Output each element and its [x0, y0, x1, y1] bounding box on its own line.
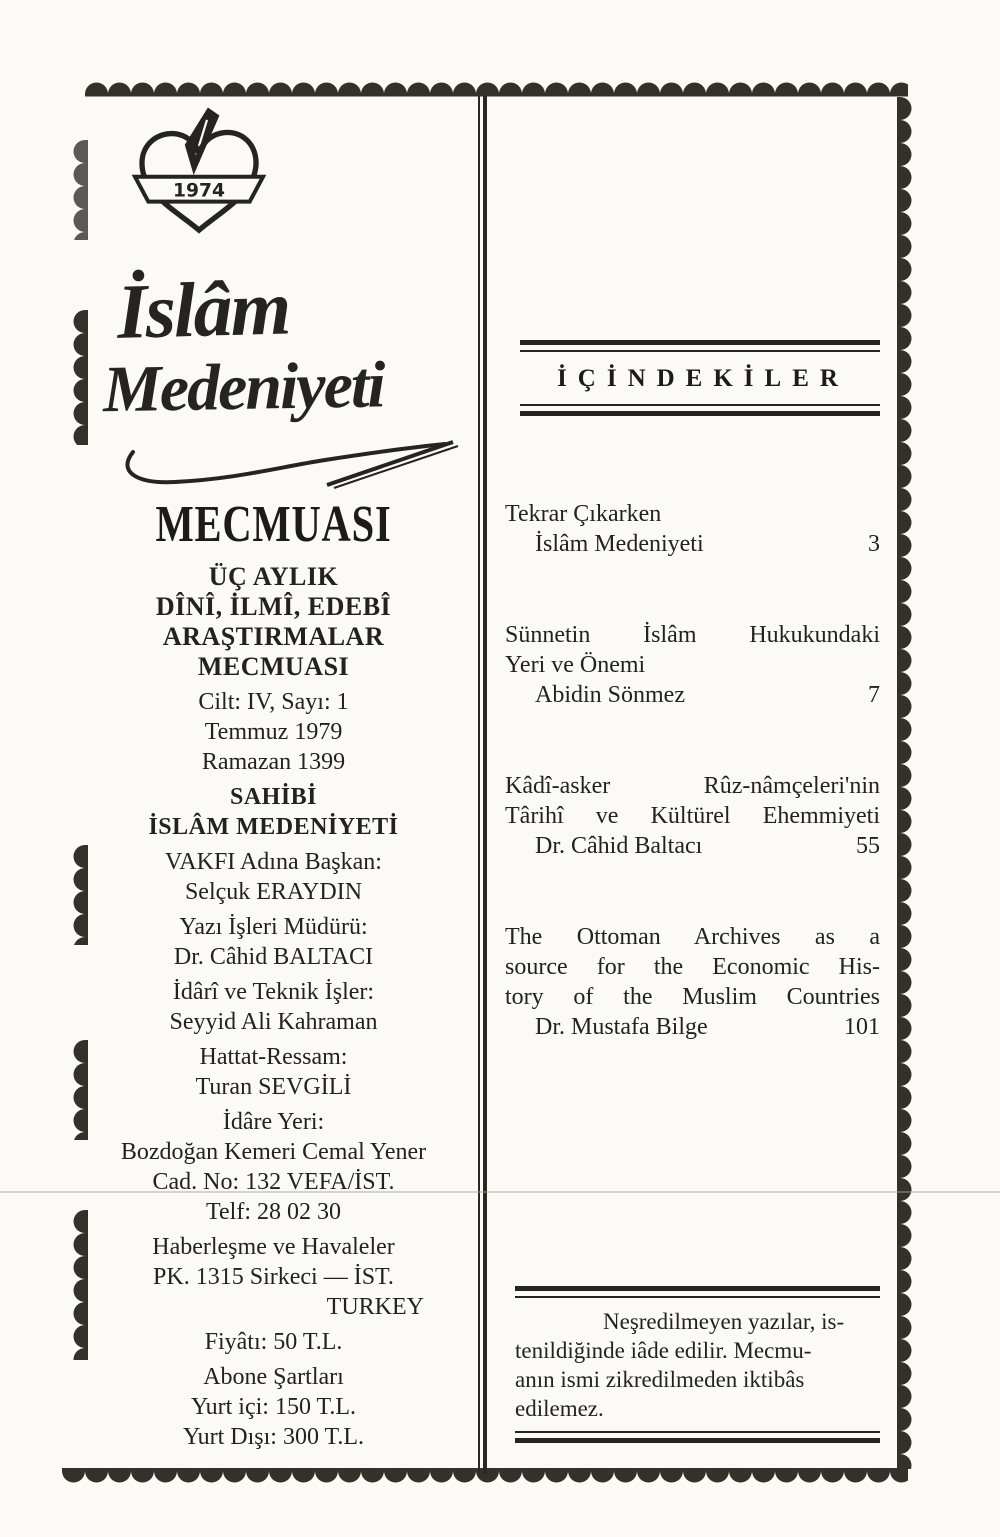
editorial-note-line: tenildiğinde iâde edilir. Mecmu- [515, 1338, 812, 1363]
toc-entry-author: Abidin Sönmez [535, 682, 685, 708]
script-title-line2: Medeniyeti [102, 348, 385, 427]
publication-info [85, 562, 462, 1452]
masthead-line-price: Fiyâtı: 50 T.L. [204, 1329, 343, 1355]
toc-entry-subtitle: İslâm Medeniyeti [535, 531, 704, 557]
masthead-line: MECMUASI [197, 652, 350, 681]
toc-page-number: 3 [868, 531, 880, 557]
top-scallop-border [85, 71, 908, 97]
toc-entry-title: tory of the Muslim Countries [505, 984, 880, 1010]
toc-entry-author: Dr. Câhid Baltacı [535, 833, 703, 859]
toc-page-number: 55 [856, 833, 880, 859]
toc-entry-title: The Ottoman Archives as a [505, 924, 880, 950]
toc-item [505, 499, 880, 559]
editorial-note-box [515, 1286, 880, 1443]
masthead-line-hijri-date: Ramazan 1399 [201, 749, 346, 775]
editorial-note-line: Neşredilmeyen yazılar, is- [603, 1309, 845, 1334]
masthead-line-volume-issue: Cilt: IV, Sayı: 1 [198, 689, 349, 715]
masthead-line-address1: Bozdoğan Kemeri Cemal Yener [120, 1139, 427, 1165]
masthead-line-owner-label: SAHİBİ [229, 784, 318, 810]
right-scallop-border [897, 97, 923, 1469]
editorial-note-line: anın ismi zikredilmeden iktibâs [515, 1367, 805, 1392]
masthead-line: ARAŞTIRMALAR [162, 622, 385, 651]
masthead-line: DÎNÎ, İLMÎ, EDEBÎ [155, 592, 392, 621]
masthead-line: ÜÇ AYLIK [208, 562, 339, 591]
toc-entry-title: Kâdî-asker Rûz-nâmçeleri'nin [505, 773, 880, 799]
editorial-note [515, 1298, 880, 1431]
masthead-line-foreign-price: Yurt Dışı: 300 T.L. [182, 1424, 365, 1450]
rule [515, 1286, 880, 1291]
script-title-line1: İslâm [115, 263, 291, 355]
toc-page-number: 7 [868, 682, 880, 708]
masthead-line-correspondence: Haberleşme ve Havaleler [152, 1234, 395, 1260]
toc-entry-title: Târihî ve Kültürel Ehemmiyeti [505, 803, 880, 829]
rule [520, 411, 880, 416]
masthead-line-address2: Cad. No: 132 VEFA/İST. [152, 1169, 395, 1195]
toc-item [505, 771, 880, 861]
masthead-line-owner: İSLÂM MEDENİYETİ [148, 814, 399, 840]
masthead-line-editor: Dr. Câhid BALTACI [173, 944, 374, 970]
toc-entry-author: Dr. Mustafa Bilge [535, 1014, 708, 1040]
masthead-line-domestic-price: Yurt içi: 150 T.L. [190, 1394, 357, 1420]
masthead-line-calligrapher: Turan SEVGİLİ [195, 1074, 352, 1100]
toc-entry-title: Sünnetin İslâm Hukukundaki [505, 622, 880, 648]
rule [515, 1431, 880, 1433]
left-scallop-border [62, 140, 88, 240]
masthead-line-subscription-label: Abone Şartları [203, 1364, 344, 1390]
masthead-line-pobox: PK. 1315 Sirkeci — İST. [153, 1264, 394, 1290]
rule [520, 340, 880, 345]
masthead-line-calligrapher-label: Hattat-Ressam: [199, 1044, 348, 1070]
masthead-line-technical: Seyyid Ali Kahraman [169, 1009, 378, 1035]
toc-page-number: 101 [844, 1014, 880, 1040]
publisher-emblem [119, 104, 279, 254]
masthead-line-president: Selçuk ERAYDIN [184, 879, 363, 905]
masthead-line: VAKFI Adına Başkan: [165, 849, 382, 875]
masthead-line-technical-label: İdârî ve Teknik İşler: [172, 979, 375, 1005]
rule [520, 404, 880, 406]
emblem-year: 1974 [173, 180, 225, 202]
rule [515, 1438, 880, 1443]
left-scallop-border [62, 310, 88, 445]
toc-entry-title: source for the Economic His- [505, 954, 880, 980]
masthead-line-address-label: İdâre Yeri: [222, 1109, 325, 1135]
calligraphy-swash [115, 438, 460, 490]
table-of-contents [505, 499, 880, 1042]
toc-header-box [520, 340, 880, 416]
toc-item [505, 620, 880, 710]
toc-header: İÇİNDEKİLER [557, 365, 849, 392]
masthead-line-editor-label: Yazı İşleri Müdürü: [179, 914, 368, 940]
editorial-note-line: edilemez. [515, 1396, 604, 1421]
toc-item [505, 922, 880, 1042]
toc-entry-title: Tekrar Çıkarken [505, 501, 662, 527]
toc-entry-title: Yeri ve Önemi [505, 652, 646, 678]
masthead-line-country: TURKEY [326, 1294, 424, 1320]
masthead-line-date: Temmuz 1979 [204, 719, 343, 745]
journal-title: MECMUASI [155, 496, 392, 553]
masthead-line-phone: Telf: 28 02 30 [206, 1199, 341, 1225]
